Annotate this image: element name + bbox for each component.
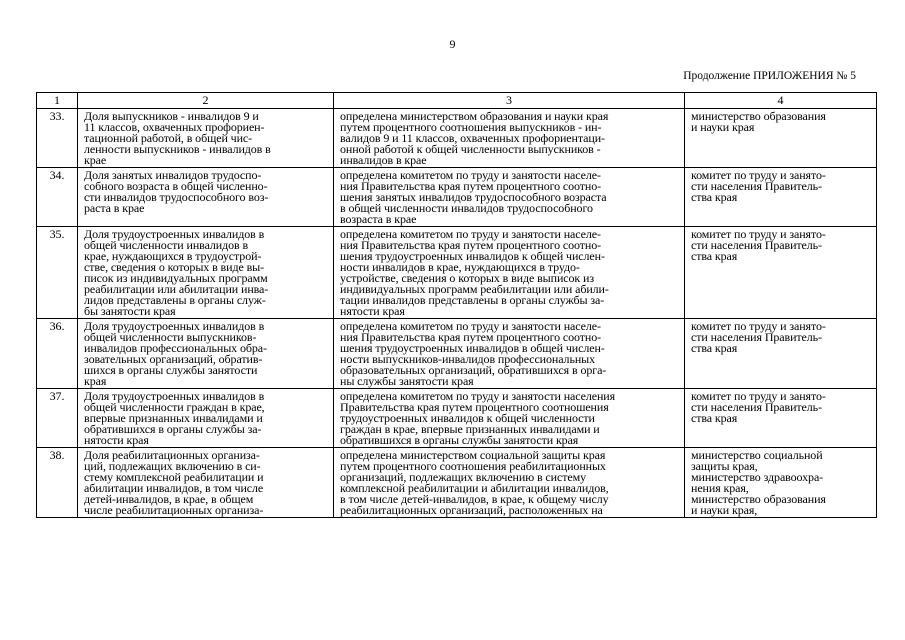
indicator-text: Доля занятых инвалидов трудоспо- собного возраста в общей численно- сти инвалидов трудоспособного воз- раста в крае xyxy=(84,168,269,215)
indicator-cell xyxy=(78,389,334,448)
method-cell xyxy=(334,168,685,227)
method-text: определена комитетом по труду и занятости населе- ния Правительства края путем процентного соотно- шения трудоустроенных инвалидов в общей числен- ности выпускников-инвалидов профессиональных образовательных организаций, обратившихся в орга- ны службы занятости края xyxy=(340,319,607,388)
appendix-table xyxy=(36,92,877,518)
indicator-cell xyxy=(78,109,334,168)
responsible-cell xyxy=(685,389,877,448)
responsible-cell xyxy=(685,448,877,518)
responsible-text: комитет по труду и занято- сти населения Правитель- ства края xyxy=(691,168,826,204)
method-text: определена министерством социальной защиты края путем процентного соотношения реабилитационных организаций, подлежащих включению в систему комплексной реабилитации и абилитации инвалидов, в том числе детей-инвалидов, в крае, к общему числу реабилитационных организаций, расположенных на xyxy=(340,448,609,517)
table-row xyxy=(37,109,877,168)
row-number: 37. xyxy=(37,389,78,448)
indicator-cell xyxy=(78,319,334,389)
responsible-text: министерство социальной защиты края, министерство здравоохра- нения края, министерство образования и науки края, xyxy=(691,448,826,517)
indicator-cell xyxy=(78,448,334,518)
method-cell xyxy=(334,448,685,518)
indicator-text: Доля трудоустроенных инвалидов в общей численности инвалидов в крае, нуждающихся в трудоустрой- стве, сведения о которых в виде вы- писок из индивидуальных программ реабилитации или абилитации инва- лидов представлены в органы служ- бы занятости края xyxy=(84,227,269,318)
indicator-cell xyxy=(78,168,334,227)
indicator-text: Доля реабилитационных организа- ций, подлежащих включению в си- стему комплексной реабилитации и абилитации инвалидов, в том числе детей-инвалидов, в крае, в общем числе реабилитационных организа- xyxy=(84,448,264,517)
method-cell xyxy=(334,389,685,448)
method-cell xyxy=(334,319,685,389)
table-row xyxy=(37,168,877,227)
continuation-label: Продолжение ПРИЛОЖЕНИЯ № 5 xyxy=(683,70,856,82)
indicator-cell xyxy=(78,227,334,319)
method-text: определена комитетом по труду и занятости населения Правительства края путем процентного соотношения трудоустроенных инвалидов к общей численности граждан в крае, впервые признанных инвалидами и обратившихся в органы службы занятости края xyxy=(340,389,616,447)
page-number: 9 xyxy=(449,37,456,51)
table-row xyxy=(37,448,877,518)
column-header-3: 3 xyxy=(334,93,685,109)
indicator-text: Доля трудоустроенных инвалидов в общей численности выпускников- инвалидов профессиональных обра- зовательных организаций, обратив- шихся в органы службы занятости края xyxy=(84,319,267,388)
responsible-cell xyxy=(685,227,877,319)
column-header-1: 1 xyxy=(37,93,78,109)
row-number: 36. xyxy=(37,319,78,389)
row-number: 35. xyxy=(37,227,78,319)
column-header-2: 2 xyxy=(78,93,334,109)
column-header-4: 4 xyxy=(685,93,877,109)
method-text: определена комитетом по труду и занятости населе- ния Правительства края путем процентного соотно- шения трудоустроенных инвалидов к общей числен- ности инвалидов в крае, нуждающихся в трудо- устройстве, сведения о которых в виде выписок из индивидуальных программ реабилитации или абили- тации инвалидов представлены в органы службы за- нятости края xyxy=(340,227,609,318)
table-row xyxy=(37,319,877,389)
method-text: определена министерством образования и науки края путем процентного соотношения выпускников - ин- валидов 9 и 11 классов, охваченных профориентаци- онной работой к общей численности выпускников - инвалидов в крае xyxy=(340,109,609,167)
responsible-cell xyxy=(685,319,877,389)
indicator-text: Доля трудоустроенных инвалидов в общей численности граждан в крае, впервые признанных инвалидами и обратившихся в органы службы за- нятости края xyxy=(84,389,265,447)
table-row xyxy=(37,389,877,448)
row-number: 38. xyxy=(37,448,78,518)
responsible-text: комитет по труду и занято- сти населения Правитель- ства края xyxy=(691,319,826,355)
table-row xyxy=(37,227,877,319)
responsible-cell xyxy=(685,168,877,227)
method-cell xyxy=(334,227,685,319)
responsible-cell xyxy=(685,109,877,168)
responsible-text: комитет по труду и занято- сти населения Правитель- ства края xyxy=(691,389,826,425)
responsible-text: комитет по труду и занято- сти населения Правитель- ства края xyxy=(691,227,826,263)
row-number: 33. xyxy=(37,109,78,168)
table-header-row xyxy=(37,93,877,109)
responsible-text: министерство образования и науки края xyxy=(691,109,826,134)
method-cell xyxy=(334,109,685,168)
method-text: определена комитетом по труду и занятости населе- ния Правительства края путем процентного соотно- шения занятых инвалидов трудоспособного возраста в общей численности инвалидов трудоспособного возраста в крае xyxy=(340,168,607,226)
indicator-text: Доля выпускников - инвалидов 9 и 11 классов, охваченных профориен- тационной работой, в общей чис- ленности выпускников - инвалидов в крае xyxy=(84,109,271,167)
row-number: 34. xyxy=(37,168,78,227)
